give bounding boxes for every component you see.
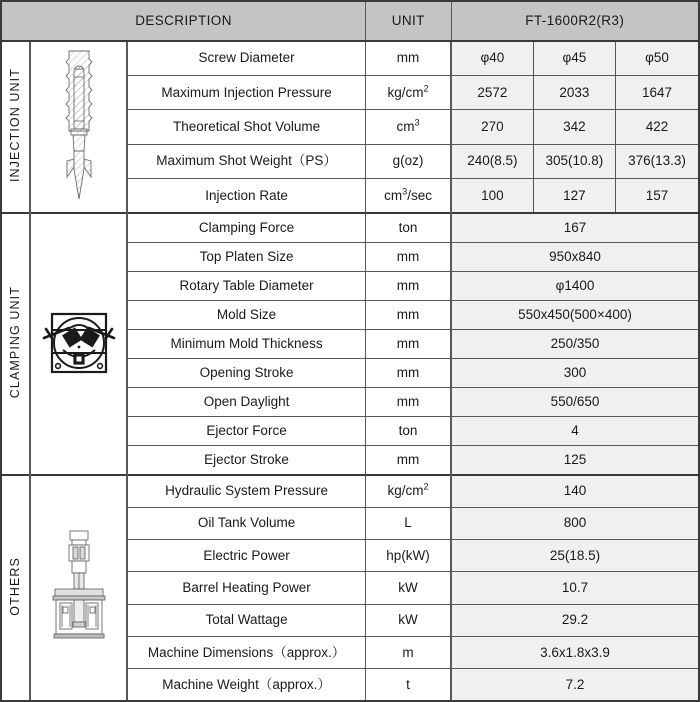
row-unit: mm: [366, 41, 451, 75]
row-value-3: φ50: [616, 41, 699, 75]
row-value: 300: [451, 359, 699, 388]
row-description: Top Platen Size: [127, 242, 366, 271]
row-value-1: 2572: [451, 75, 533, 109]
row-value-1: 240(8.5): [451, 144, 533, 178]
row-value-2: φ45: [533, 41, 615, 75]
row-value: 167: [451, 213, 699, 242]
row-value-2: 2033: [533, 75, 615, 109]
row-value-2: 342: [533, 110, 615, 144]
row-unit: mm: [366, 359, 451, 388]
row-unit: ton: [366, 417, 451, 446]
row-unit: $kg/cm^2$: [366, 75, 451, 109]
row-value: 4: [451, 417, 699, 446]
injection-screw-diagram: [30, 41, 127, 213]
row-unit: kW: [366, 604, 451, 636]
row-unit: hp(kW): [366, 540, 451, 572]
row-description: Ejector Force: [127, 417, 366, 446]
row-description: Oil Tank Volume: [127, 507, 366, 539]
row-unit: m: [366, 636, 451, 668]
row-value: 7.2: [451, 669, 699, 701]
row-unit: mm: [366, 300, 451, 329]
row-unit: mm: [366, 329, 451, 358]
row-description: Hydraulic System Pressure: [127, 475, 366, 507]
row-unit: mm: [366, 271, 451, 300]
row-unit: mm: [366, 242, 451, 271]
row-value: 25(18.5): [451, 540, 699, 572]
row-value: 550x450(500×400): [451, 300, 699, 329]
header-description: DESCRIPTION: [1, 1, 366, 41]
row-value-3: 1647: [616, 75, 699, 109]
table-header-row: [1, 1, 699, 41]
row-description: Theoretical Shot Volume: [127, 110, 366, 144]
row-description: Machine Dimensions（approx.）: [127, 636, 366, 668]
row-unit: t: [366, 669, 451, 701]
row-description: Opening Stroke: [127, 359, 366, 388]
row-value: 800: [451, 507, 699, 539]
header-unit: UNIT: [366, 1, 451, 41]
section-label-text: INJECTION UNIT: [8, 68, 23, 183]
table-row: [1, 213, 699, 242]
header-model: FT-1600R2(R3): [451, 1, 699, 41]
row-value-2: 127: [533, 179, 615, 213]
row-unit: L: [366, 507, 451, 539]
row-description: Open Daylight: [127, 388, 366, 417]
row-unit: $kg/cm^2$: [366, 475, 451, 507]
row-value: 250/350: [451, 329, 699, 358]
row-unit: $cm^3/\sec$: [366, 179, 451, 213]
row-value-1: 100: [451, 179, 533, 213]
row-value: 10.7: [451, 572, 699, 604]
row-description: Electric Power: [127, 540, 366, 572]
row-value-1: φ40: [451, 41, 533, 75]
row-unit: mm: [366, 388, 451, 417]
table-row: [1, 41, 699, 75]
row-description: Machine Weight（approx.）: [127, 669, 366, 701]
section-label-text: OTHERS: [8, 556, 23, 616]
row-value-3: 376(13.3): [616, 144, 699, 178]
section-label-text: CLAMPING UNIT: [8, 285, 23, 399]
row-unit: g(oz): [366, 144, 451, 178]
row-description: Mold Size: [127, 300, 366, 329]
row-description: Ejector Stroke: [127, 446, 366, 475]
row-value-1: 270: [451, 110, 533, 144]
row-description: Rotary Table Diameter: [127, 271, 366, 300]
row-value: 950x840: [451, 242, 699, 271]
row-description: Injection Rate: [127, 179, 366, 213]
section-label-others: [1, 475, 30, 701]
row-value: φ1400: [451, 271, 699, 300]
section-label-clamping-unit: [1, 213, 30, 475]
row-unit: kW: [366, 572, 451, 604]
machine-elevation-diagram: [30, 475, 127, 701]
row-value-2: 305(10.8): [533, 144, 615, 178]
rotary-table-diagram: [30, 213, 127, 475]
row-description: Clamping Force: [127, 213, 366, 242]
row-unit: ton: [366, 213, 451, 242]
row-value: 140: [451, 475, 699, 507]
section-label-injection-unit: [1, 41, 30, 213]
row-description: Minimum Mold Thickness: [127, 329, 366, 358]
table-row: [1, 475, 699, 507]
row-unit: $cm^3$: [366, 110, 451, 144]
row-value: 3.6x1.8x3.9: [451, 636, 699, 668]
row-description: Maximum Injection Pressure: [127, 75, 366, 109]
row-description: Maximum Shot Weight（PS）: [127, 144, 366, 178]
row-value-3: 422: [616, 110, 699, 144]
row-value: 550/650: [451, 388, 699, 417]
row-description: Screw Diameter: [127, 41, 366, 75]
row-description: Barrel Heating Power: [127, 572, 366, 604]
row-value: 29.2: [451, 604, 699, 636]
row-description: Total Wattage: [127, 604, 366, 636]
row-value: 125: [451, 446, 699, 475]
row-unit: mm: [366, 446, 451, 475]
row-value-3: 157: [616, 179, 699, 213]
